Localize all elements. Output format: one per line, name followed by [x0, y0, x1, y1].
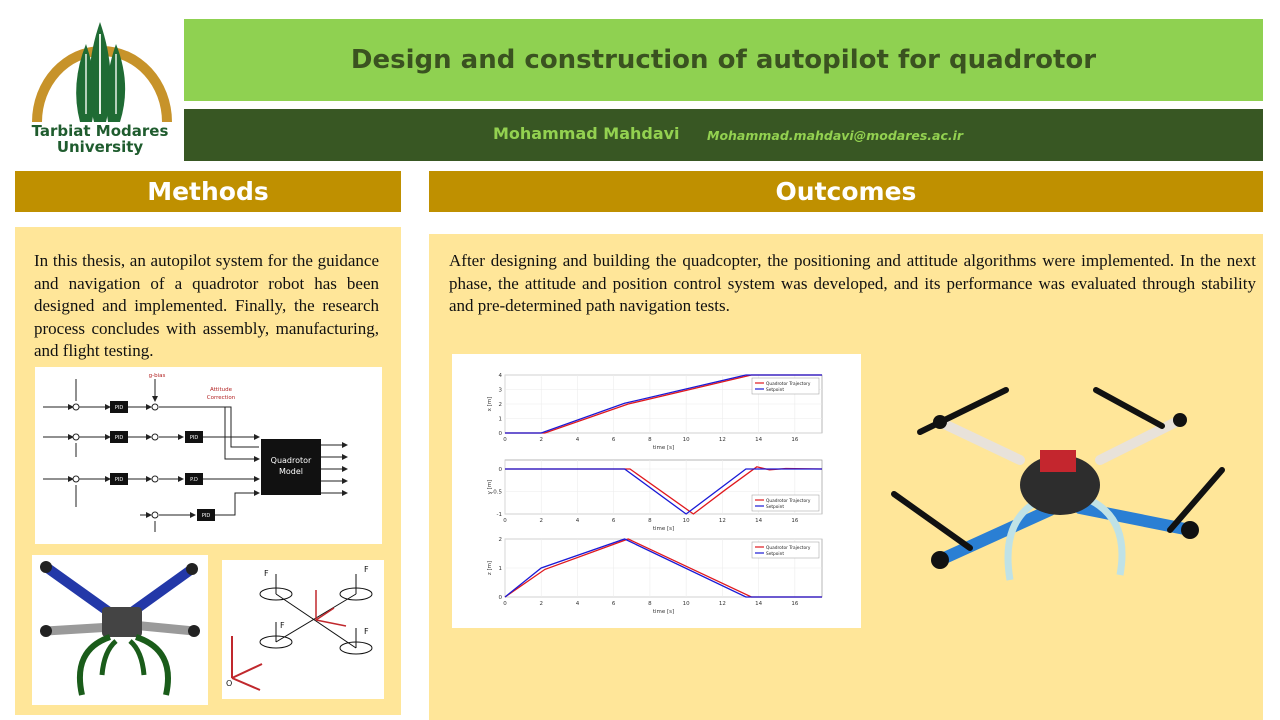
legend-label: Quadrotor Trajectory: [766, 546, 811, 551]
model-label-2: Model: [278, 467, 304, 476]
y-axis-label: x [m]: [487, 396, 493, 412]
quadrotor-cad-render: [32, 555, 208, 705]
x-tick-label: 10: [682, 518, 690, 524]
outcomes-heading: Outcomes: [429, 171, 1263, 212]
x-tick-label: 6: [611, 518, 616, 524]
x-tick-label: 16: [791, 437, 799, 443]
logo-line1: Tarbiat Modares: [31, 122, 169, 140]
x-tick-label: 8: [648, 601, 652, 607]
x-tick-label: 8: [648, 437, 652, 443]
author-email: Mohammad.mahdavi@modares.ac.ir: [707, 128, 964, 143]
force-label-1: F: [364, 627, 369, 636]
model-label-1: Quadrotor: [270, 456, 312, 465]
x-tick-label: 16: [791, 601, 799, 607]
y-tick-label: -0.5: [491, 489, 502, 496]
y-tick-label: 1: [498, 416, 502, 423]
y-tick-label: 4: [498, 373, 502, 379]
legend-label: Setpoint: [766, 388, 785, 393]
y-tick-label: 1: [498, 566, 502, 572]
methods-heading: Methods: [15, 171, 401, 212]
logo-line2: University: [56, 138, 144, 156]
outcomes-paragraph: After designing and building the quadcopter, the positioning and attitude algorithms were implemented. In the next phase, the attitude and position control system was developed, and its performance was evaluated through stability and pre-determined path navigation tests.: [449, 251, 1256, 315]
x-tick-label: 0: [503, 518, 507, 524]
x-tick-label: 6: [611, 437, 616, 443]
x-tick-label: 4: [575, 518, 580, 524]
legend-label: Quadrotor Trajectory: [766, 499, 811, 504]
y-axis-label: y [m]: [487, 479, 493, 495]
y-tick-label: 2: [498, 537, 502, 543]
author-name: Mohammad Mahdavi: [493, 124, 680, 143]
pid-label: PID: [189, 435, 199, 441]
control-block-diagram: [35, 367, 382, 544]
y-tick-label: 0: [498, 431, 502, 437]
x-tick-label: 6: [611, 601, 616, 607]
y-tick-label: 0: [498, 595, 502, 601]
poster-title: Design and construction of autopilot for quadrotor: [350, 45, 1097, 75]
legend-label: Setpoint: [766, 505, 785, 510]
x-tick-label: 0: [503, 601, 507, 607]
pid-label: PID: [114, 405, 124, 411]
force-label-4: F: [280, 621, 285, 630]
y-tick-label: 3: [498, 387, 502, 394]
x-tick-label: 12: [718, 601, 726, 607]
x-tick-label: 10: [682, 601, 690, 607]
body-frame-diagram: [222, 560, 384, 699]
x-tick-label: 10: [682, 437, 690, 443]
gbias-label: g-bias: [148, 373, 166, 379]
y-tick-label: -1: [496, 512, 502, 518]
x-tick-label: 4: [575, 601, 580, 607]
force-label-3: F: [264, 569, 269, 578]
x-tick-label: 14: [755, 437, 763, 443]
x-tick-label: 2: [539, 601, 543, 607]
x-tick-label: 4: [575, 437, 580, 443]
y-tick-label: 0: [498, 467, 502, 473]
attitude-correction-label-2: Correction: [206, 395, 236, 401]
force-label-2: F: [364, 565, 369, 574]
x-axis-label: time [s]: [652, 609, 675, 615]
y-axis-label: z [m]: [487, 560, 493, 576]
x-tick-label: 12: [718, 437, 726, 443]
legend-label: Quadrotor Trajectory: [766, 382, 811, 387]
pd-label: P.D: [190, 477, 198, 483]
y-tick-label: 2: [498, 402, 502, 408]
university-logo: [22, 14, 178, 160]
origin-label: O: [226, 679, 233, 688]
attitude-correction-label-1: Attitude: [209, 387, 233, 393]
x-tick-label: 2: [539, 437, 543, 443]
quadrotor-photo: [880, 370, 1240, 610]
x-tick-label: 2: [539, 518, 543, 524]
x-tick-label: 8: [648, 518, 652, 524]
x-axis-label: time [s]: [652, 445, 675, 451]
x-tick-label: 14: [755, 601, 763, 607]
x-axis-label: time [s]: [652, 526, 675, 532]
pid-label: PID: [114, 435, 124, 441]
pid-label: PID: [114, 477, 124, 483]
trajectory-plots: [452, 354, 861, 628]
legend-label: Setpoint: [766, 552, 785, 557]
pid-label: PID: [201, 513, 211, 519]
cypress-trees-icon: [76, 22, 125, 122]
x-tick-label: 14: [755, 518, 763, 524]
x-tick-label: 12: [718, 518, 726, 524]
methods-paragraph: In this thesis, an autopilot system for the guidance and navigation of a quadrotor robot has been designed and implemented. Finally, the research process concludes with assembly, manufacturing, and flight testing.: [34, 251, 379, 360]
x-tick-label: 16: [791, 518, 799, 524]
x-tick-label: 0: [503, 437, 507, 443]
